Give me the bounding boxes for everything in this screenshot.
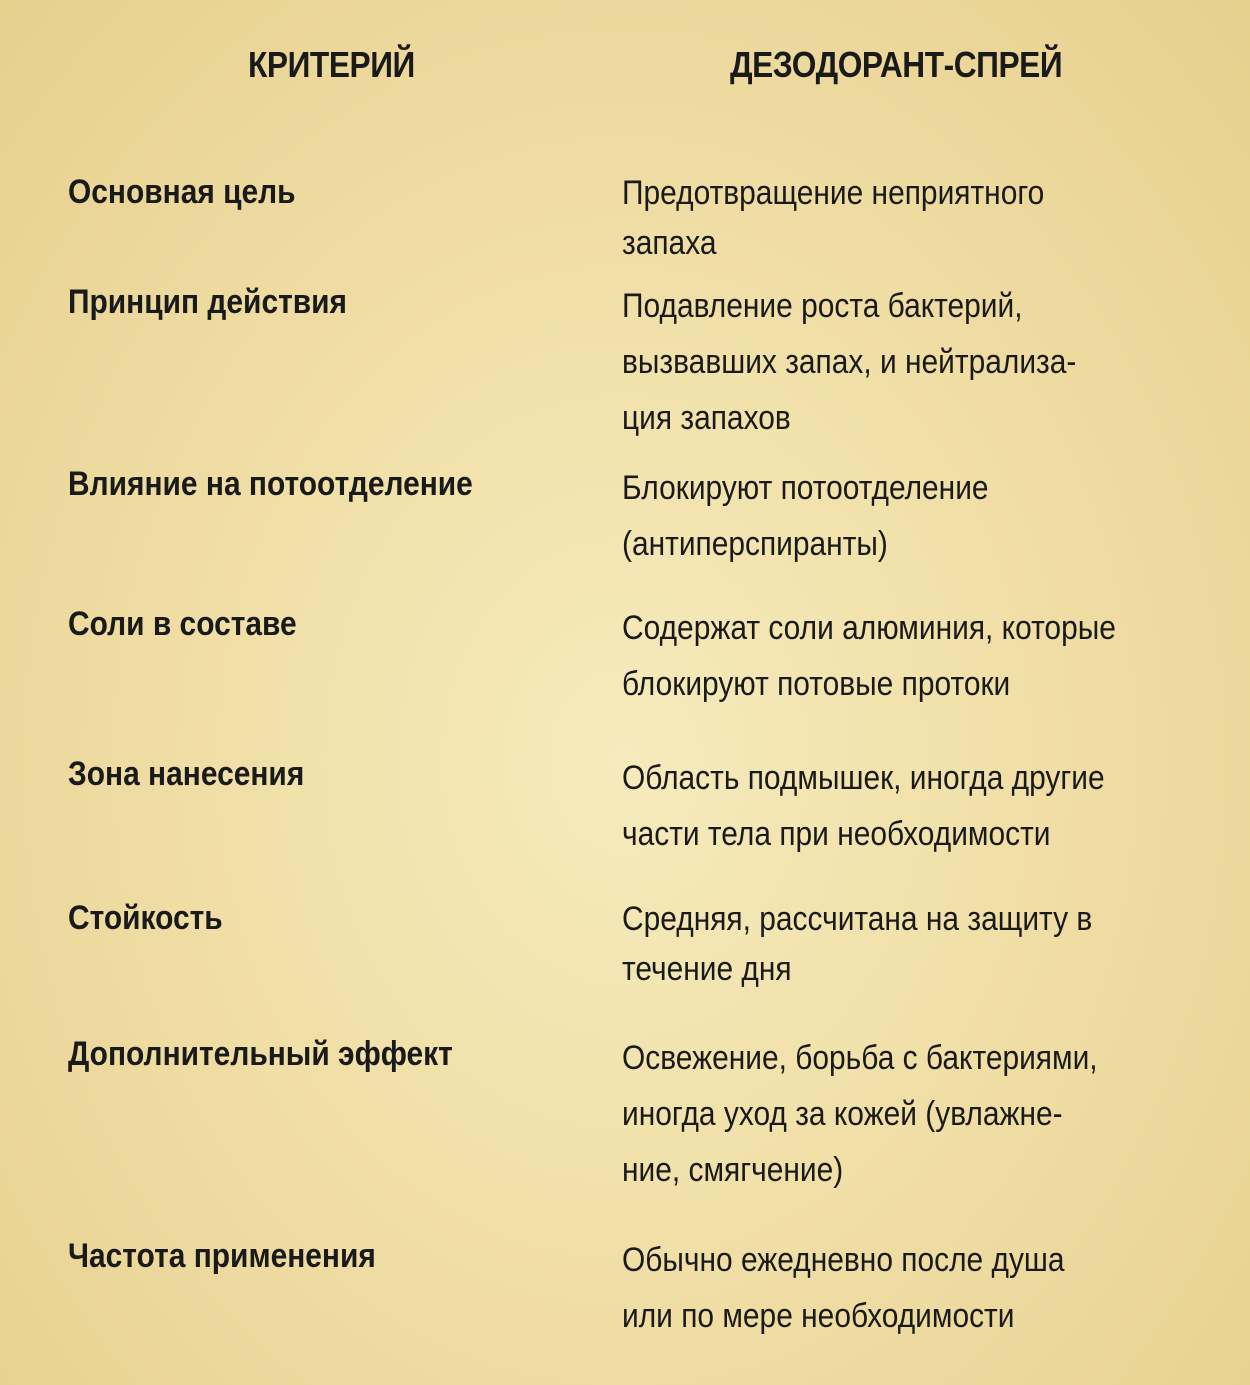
criterion-value: Содержат соли алюминия, которые блокируют потовые протоки [622,609,1116,703]
header-criterion: КРИТЕРИЙ [248,44,415,85]
criterion-label: Дополнительный эффект [68,1035,453,1073]
criterion-value: Подавление роста бактерий, вызвавших запах, и нейтрализа- ция запахов [622,287,1077,437]
criterion-label: Соли в составе [68,605,297,643]
criterion-label: Зона нанесения [68,755,305,793]
header-product: ДЕЗОДОРАНТ-СПРЕЙ [730,44,1063,85]
criterion-label: Стойкость [68,899,223,937]
criterion-value: Средняя, рассчитана на защиту в течение дня [622,900,1093,988]
criterion-value: Обычно ежедневно после душа или по мере необходимости [622,1241,1065,1335]
criterion-label: Основная цель [68,173,296,211]
criterion-value: Предотвращение неприятного запаха [622,174,1045,262]
criterion-label: Влияние на потоотделение [68,465,473,503]
criterion-value: Освежение, борьба с бактериями, иногда уход за кожей (увлажне- ние, смягчение) [622,1039,1098,1189]
criterion-value: Блокируют потоотделение (антиперспиранты) [622,469,989,563]
criterion-label: Частота применения [68,1237,376,1275]
criterion-label: Принцип действия [68,283,347,321]
criterion-value: Область подмышек, иногда другие части тела при необходимости [622,759,1105,853]
